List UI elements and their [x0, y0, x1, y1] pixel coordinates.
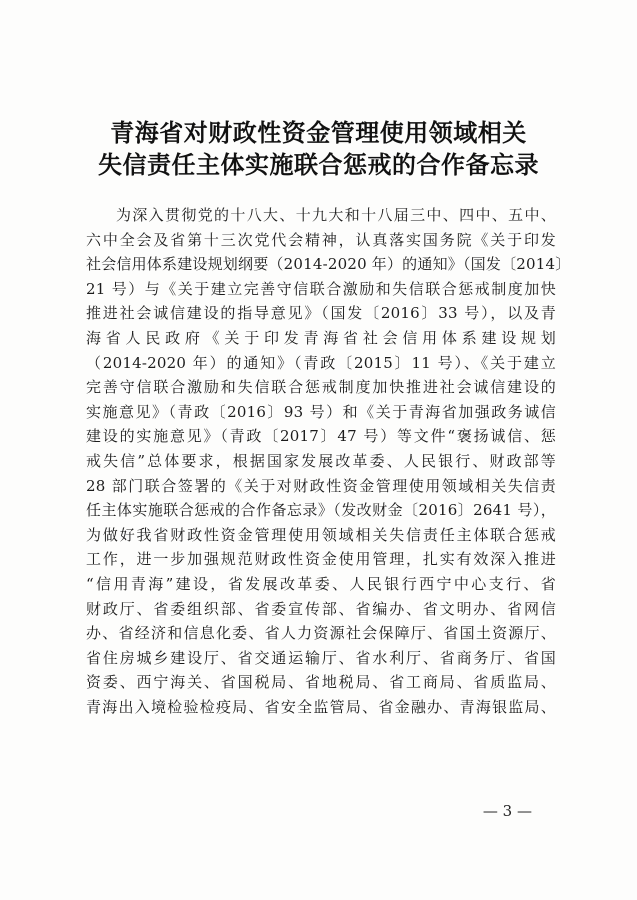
body-line: 财政厅、省委组织部、省委宣传部、省编办、省文明办、省网信 — [86, 599, 556, 618]
body-line: 海省人民政府《关于印发青海省社会信用体系建设规划 — [86, 328, 556, 347]
body-line: 建设的实施意见》（青政〔2017〕47 号）等文件“褒扬诚信、惩 — [86, 427, 556, 446]
body-line: 戒失信”总体要求，根据国家发展改革委、人民银行、财政部等 — [86, 451, 556, 470]
document-title-line-1: 青海省对财政性资金管理使用领域相关 — [110, 118, 527, 147]
body-line: 为深入贯彻党的十八大、十九大和十八届三中、四中、五中、 — [116, 206, 556, 224]
document-body — [86, 203, 571, 719]
body-line: 任主体实施联合惩戒的合作备忘录》（发改财金〔2016〕2641 号）， — [86, 501, 556, 520]
page-number: — 3 — — [482, 802, 532, 820]
body-line: 省住房城乡建设厅、省交通运输厅、省水利厅、省商务厅、省国 — [86, 648, 556, 667]
body-line: 资委、西宁海关、省国税局、省地税局、省工商局、省质监局、 — [86, 673, 556, 692]
body-line: 青海出入境检验检疫局、省安全监管局、省金融办、青海银监局、 — [86, 697, 556, 716]
body-line: 21 号）与《关于建立完善守信联合激励和失信联合惩戒制度加快 — [86, 279, 556, 298]
body-line: （2014-2020 年）的通知》（青政〔2015〕11 号）、《关于建立 — [86, 353, 556, 372]
body-line: 实施意见》（青政〔2016〕93 号）和《关于青海省加强政务诚信 — [86, 402, 556, 421]
body-line: 28 部门联合签署的《关于对财政性资金管理使用领域相关失信责 — [86, 476, 556, 495]
body-line: 办、省经济和信息化委、省人力资源社会保障厅、省国土资源厅、 — [86, 624, 556, 643]
body-line: 社会信用体系建设规划纲要（2014-2020 年）的通知》（国发〔2014〕 — [86, 255, 571, 274]
body-line: 为做好我省财政性资金管理使用领域相关失信责任主体联合惩戒 — [86, 525, 556, 544]
document-title-line-2: 失信责任主体实施联合惩戒的合作备忘录 — [98, 150, 539, 179]
body-line: “信用青海”建设，省发展改革委、人民银行西宁中心支行、省 — [86, 574, 556, 593]
body-line: 推进社会诚信建设的指导意见》（国发〔2016〕33 号），以及青 — [86, 304, 556, 323]
body-line: 六中全会及省第十三次党代会精神，认真落实国务院《关于印发 — [86, 230, 556, 249]
body-line: 完善守信联合激励和失信联合惩戒制度加快推进社会诚信建设的 — [86, 378, 556, 397]
body-line: 工作，进一步加强规范财政性资金使用管理，扎实有效深入推进 — [86, 550, 556, 569]
